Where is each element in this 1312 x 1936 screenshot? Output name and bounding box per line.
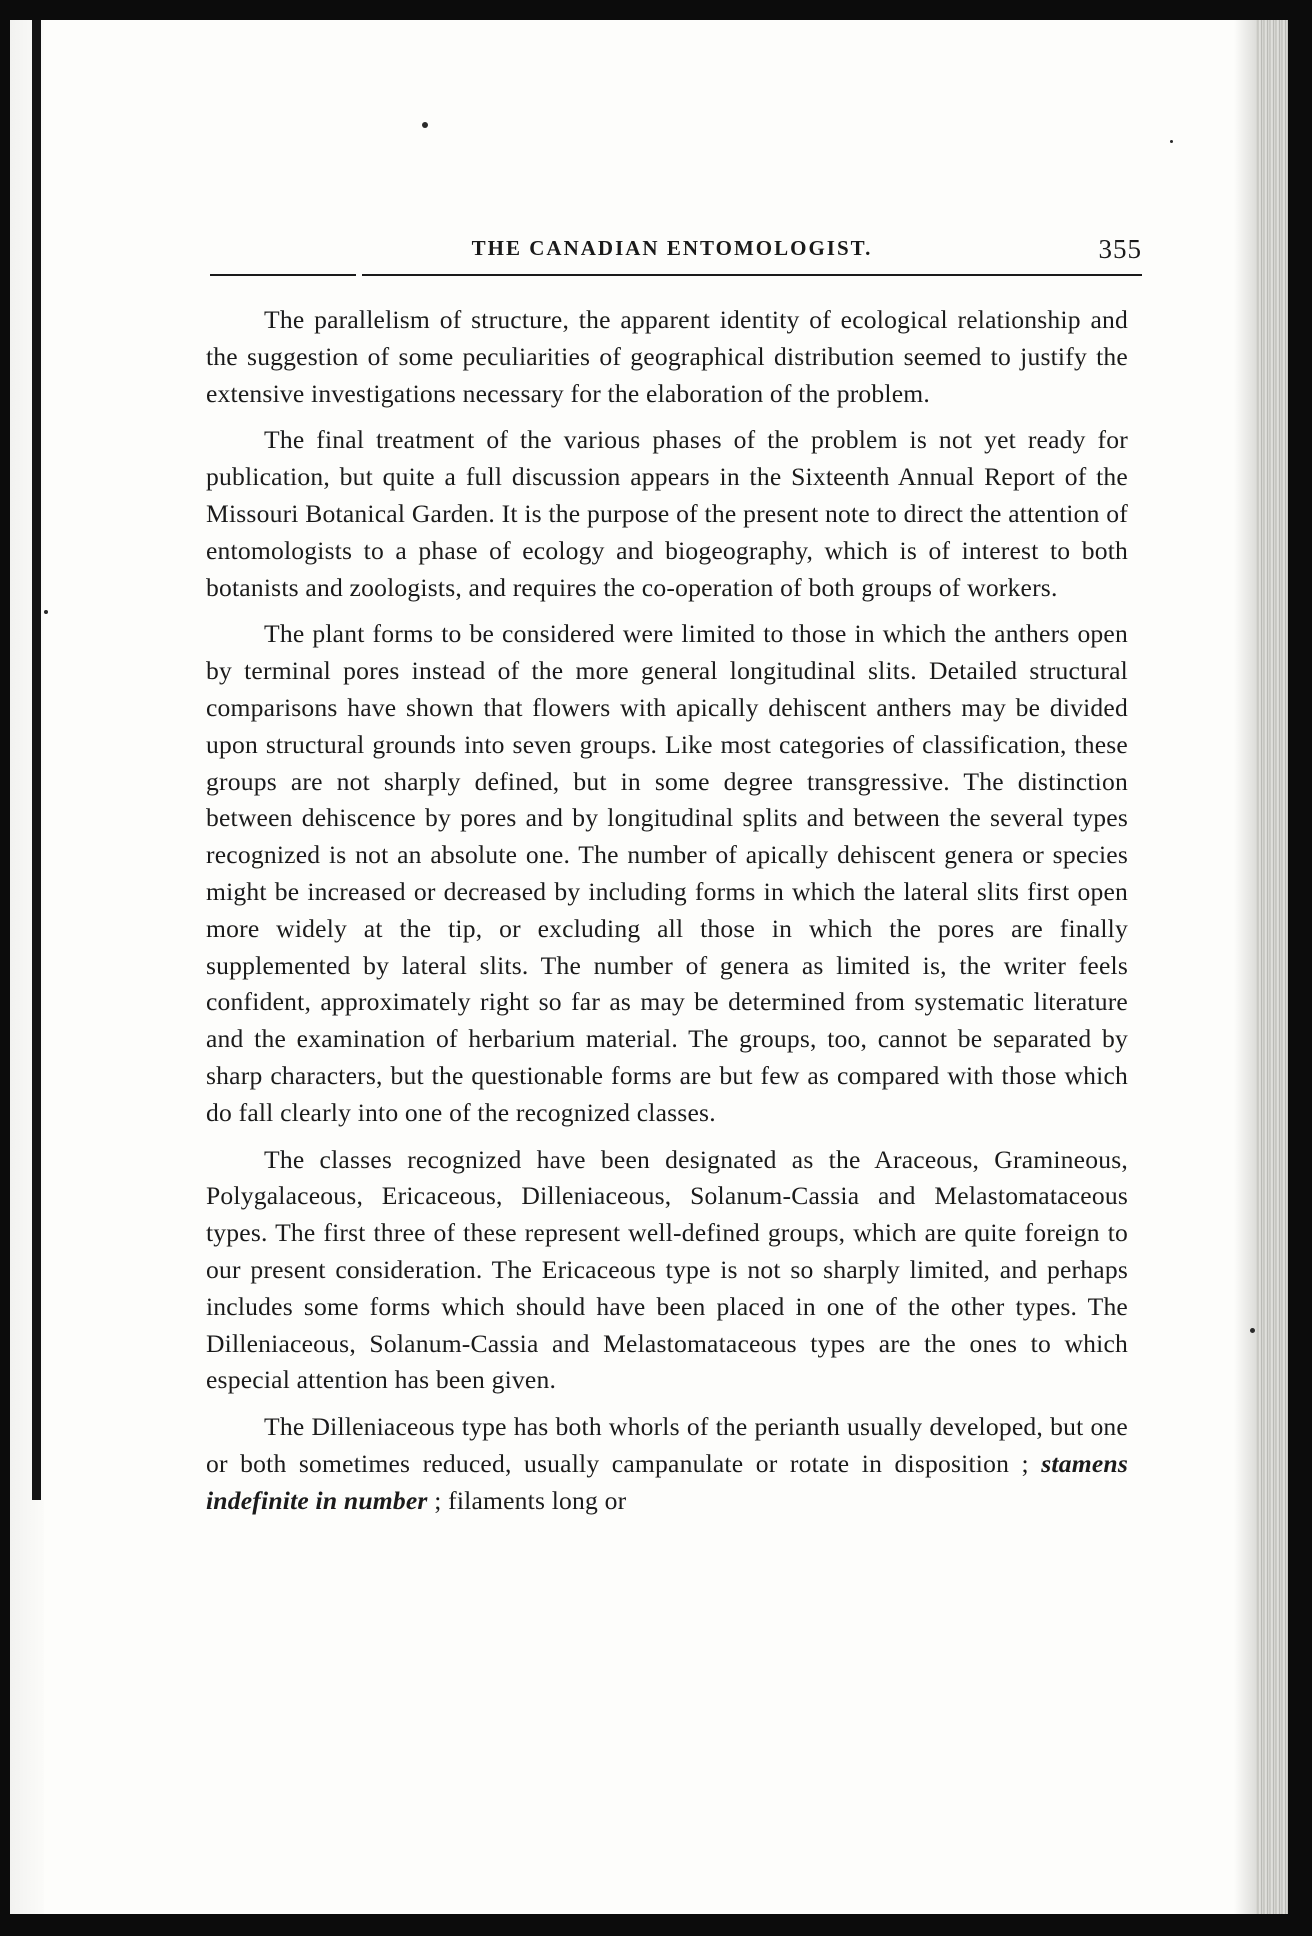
page-number: 355 bbox=[1098, 234, 1142, 264]
paragraph-5-text-before: The Dilleniaceous type has both whorls of the perianth usually developed, but one or both sometimes reduced, usually campanulate or rotate in disposition ; bbox=[206, 1412, 1128, 1478]
paragraph-4: The classes recognized have been designated as the Araceous, Gramineous, Polygalaceous, Ericaceous, Dilleniaceous, Solanum-Cassia and Melastomataceous types. The first three of these represent well-defined groups, which are quite foreign to our present consideration. The Ericaceous type is not so sharply limited, and perhaps includes some forms which should have been placed in one of the other types. The Dilleniaceous, Solanum-Cassia and Melastomataceous types are the ones to which especial attention has been given. bbox=[206, 1144, 1128, 1395]
paragraph-2: The final treatment of the various phases of the problem is not yet ready for publication, but quite a full discussion appears in the Sixteenth Annual Report of the Missouri Botanical Garden. It is the purpose of the present note to direct the attention of entomologists to a phase of ecology and biogeography, which is of interest to both botanists and zoologists, and requires the co-operation of both groups of workers. bbox=[206, 425, 1128, 602]
paragraph-5-emphasis: stamens indefinite in number bbox=[206, 1448, 1128, 1515]
header-rule-right bbox=[362, 274, 1142, 276]
paragraph-5 bbox=[206, 1409, 1128, 1519]
right-page-shade bbox=[1234, 20, 1256, 1914]
paragraph-5-text-after: ; filaments long or bbox=[427, 1485, 627, 1515]
binding-shadow bbox=[32, 20, 41, 1500]
article-body bbox=[206, 302, 1128, 1530]
running-header bbox=[202, 236, 1142, 276]
right-page-edge bbox=[1256, 20, 1288, 1914]
dust-speck bbox=[1170, 140, 1173, 143]
header-rule-left bbox=[210, 274, 356, 276]
running-title: THE CANADIAN ENTOMOLOGIST. bbox=[471, 236, 873, 260]
dust-speck bbox=[1250, 1328, 1255, 1333]
book-page bbox=[10, 20, 1288, 1914]
paragraph-1: The parallelism of structure, the apparent identity of ecological relationship and the suggestion of some peculiarities of geographical distribution seemed to justify the extensive investigations necessary for the elaboration of the problem. bbox=[206, 305, 1128, 408]
dust-speck bbox=[422, 122, 428, 128]
dust-speck bbox=[44, 610, 48, 614]
paragraph-3: The plant forms to be considered were limited to those in which the anthers open by terminal pores instead of the more general longitudinal slits. Detailed structural comparisons have shown that flowers with apically dehiscent anthers may be divided upon structural grounds into seven groups. Like most categories of classification, these groups are not sharply defined, but in some degree transgressive. The distinction between dehiscence by pores and by longitudinal splits and between the several types recognized is not an absolute one. The number of apically dehiscent genera or species might be increased or decreased by including forms in which the lateral slits first open more widely at the tip, or excluding all those in which the pores are finally supplemented by lateral slits. The number of genera as limited is, the writer feels confident, approximately right so far as may be determined from systematic literature and the examination of herbarium material. The groups, too, cannot be separated by sharp characters, but the questionable forms are but few as compared with those which do fall clearly into one of the recognized classes. bbox=[206, 619, 1128, 1127]
